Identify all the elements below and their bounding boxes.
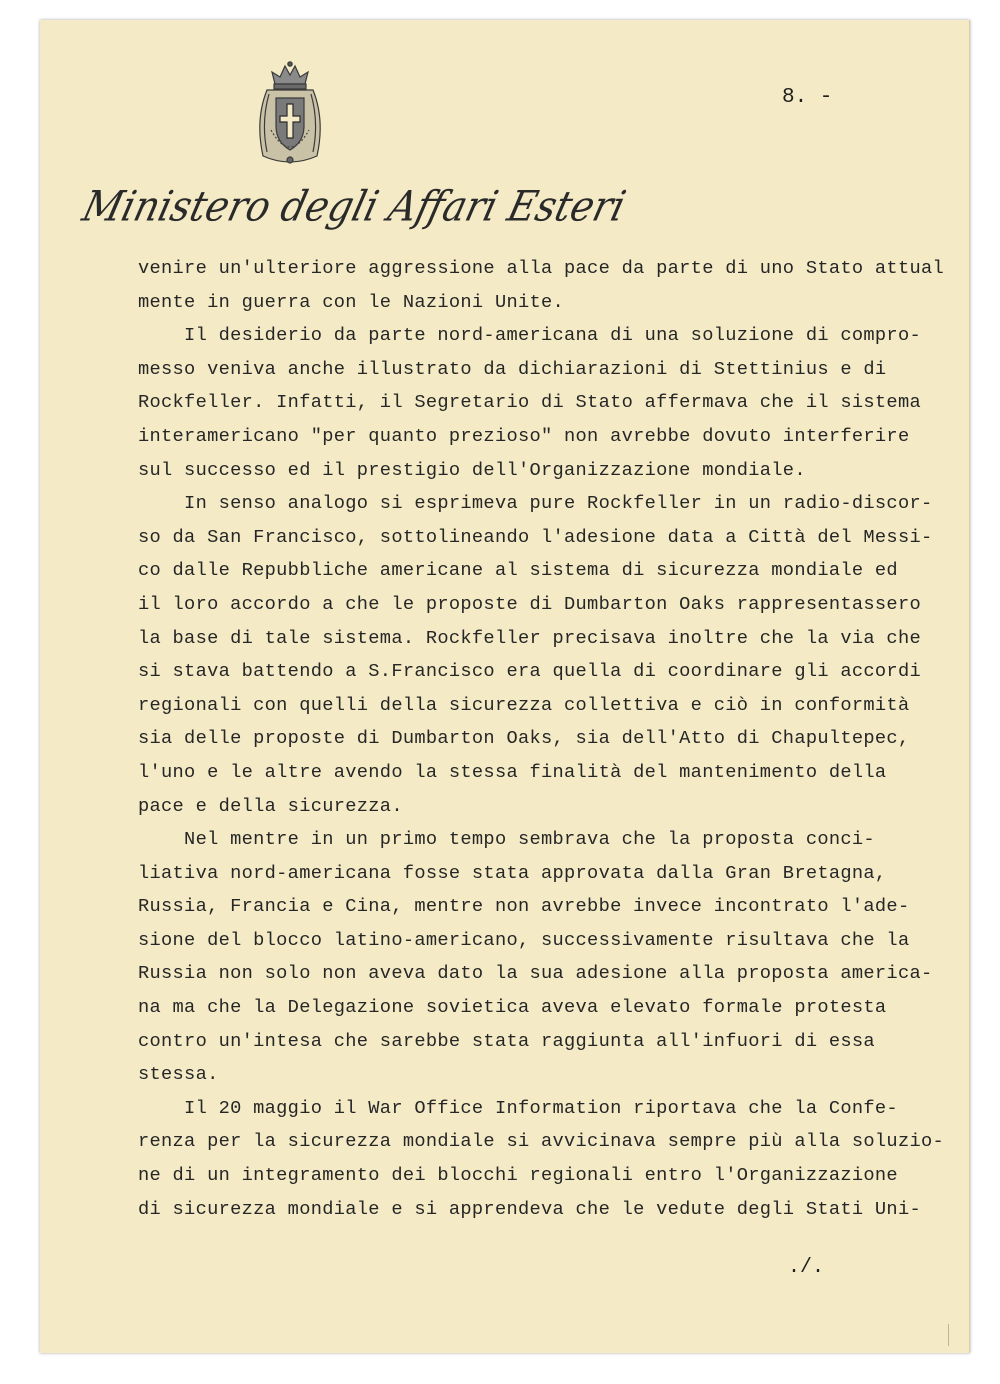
text-line: Il desiderio da parte nord-americana di una soluzione di compro- <box>138 324 921 347</box>
text-line: di sicurezza mondiale e si apprendeva che le vedute degli Stati Uni- <box>138 1197 921 1220</box>
text-line: contro un'intesa che sarebbe stata raggiunta all'infuori di essa <box>138 1029 875 1052</box>
text-line: Il 20 maggio il War Office Information riportava che la Confe- <box>138 1096 898 1119</box>
text-line: Russia, Francia e Cina, mentre non avrebbe invece incontrato l'ade- <box>138 895 910 918</box>
text-line: Russia non solo non aveva dato la sua adesione alla proposta america- <box>138 962 933 985</box>
text-line: sul successo ed il prestigio dell'Organizzazione mondiale. <box>138 458 806 481</box>
text-line: si stava battendo a S.Francisco era quella di coordinare gli accordi <box>138 660 921 683</box>
text-line: messo veniva anche illustrato da dichiarazioni di Stettinius e di <box>138 357 887 380</box>
document-page <box>40 20 970 1353</box>
text-line: sione del blocco latino-americano, successivamente risultava che la <box>138 928 910 951</box>
text-line: venire un'ulteriore aggressione alla pace da parte di uno Stato attual <box>138 257 945 279</box>
text-line: renza per la sicurezza mondiale si avvicinava sempre più alla soluzio- <box>138 1130 945 1153</box>
ministry-letterhead: Ministero degli Affari Esteri <box>77 182 631 231</box>
text-line: mente in guerra con le Nazioni Unite. <box>138 290 565 313</box>
text-line: sia delle proposte di Dumbarton Oaks, sia dell'Atto di Chapultepec, <box>138 727 910 750</box>
text-line: pace e della sicurezza. <box>138 794 403 817</box>
page-edge-mark <box>948 1324 957 1346</box>
page-number: 8. - <box>782 86 833 109</box>
text-line: il loro accordo a che le proposte di Dumbarton Oaks rappresentassero <box>138 592 921 615</box>
text-line: regionali con quelli della sicurezza collettiva e ciò in conformità <box>138 693 910 716</box>
text-line: Nel mentre in un primo tempo sembrava che la proposta conci- <box>138 828 875 851</box>
text-line: interamericano "per quanto prezioso" non avrebbe dovuto interferire <box>138 424 910 447</box>
text-line: liativa nord-americana fosse stata approvata dalla Gran Bretagna, <box>138 861 887 884</box>
text-line: In senso analogo si esprimeva pure Rockfeller in un radio-discor- <box>138 492 933 515</box>
text-line: na ma che la Delegazione sovietica aveva elevato formale protesta <box>138 996 887 1019</box>
text-line: stessa. <box>138 1063 219 1086</box>
text-line: so da San Francisco, sottolineando l'adesione data a Città del Messi- <box>138 525 933 548</box>
text-line: Rockfeller. Infatti, il Segretario di Stato affermava che il sistema <box>138 391 921 414</box>
text-line: l'uno e le altre avendo la stessa finalità del mantenimento della <box>138 760 887 783</box>
body-text <box>138 252 958 1226</box>
text-line: ne di un integramento dei blocchi regionali entro l'Organizzazione <box>138 1164 898 1187</box>
savoy-crest-icon <box>245 60 335 170</box>
text-line: co dalle Repubbliche americane al sistema di sicurezza mondiale ed <box>138 559 898 582</box>
text-line: la base di tale sistema. Rockfeller precisava inoltre che la via che <box>138 626 921 649</box>
continuation-mark: ./. <box>788 1256 825 1279</box>
